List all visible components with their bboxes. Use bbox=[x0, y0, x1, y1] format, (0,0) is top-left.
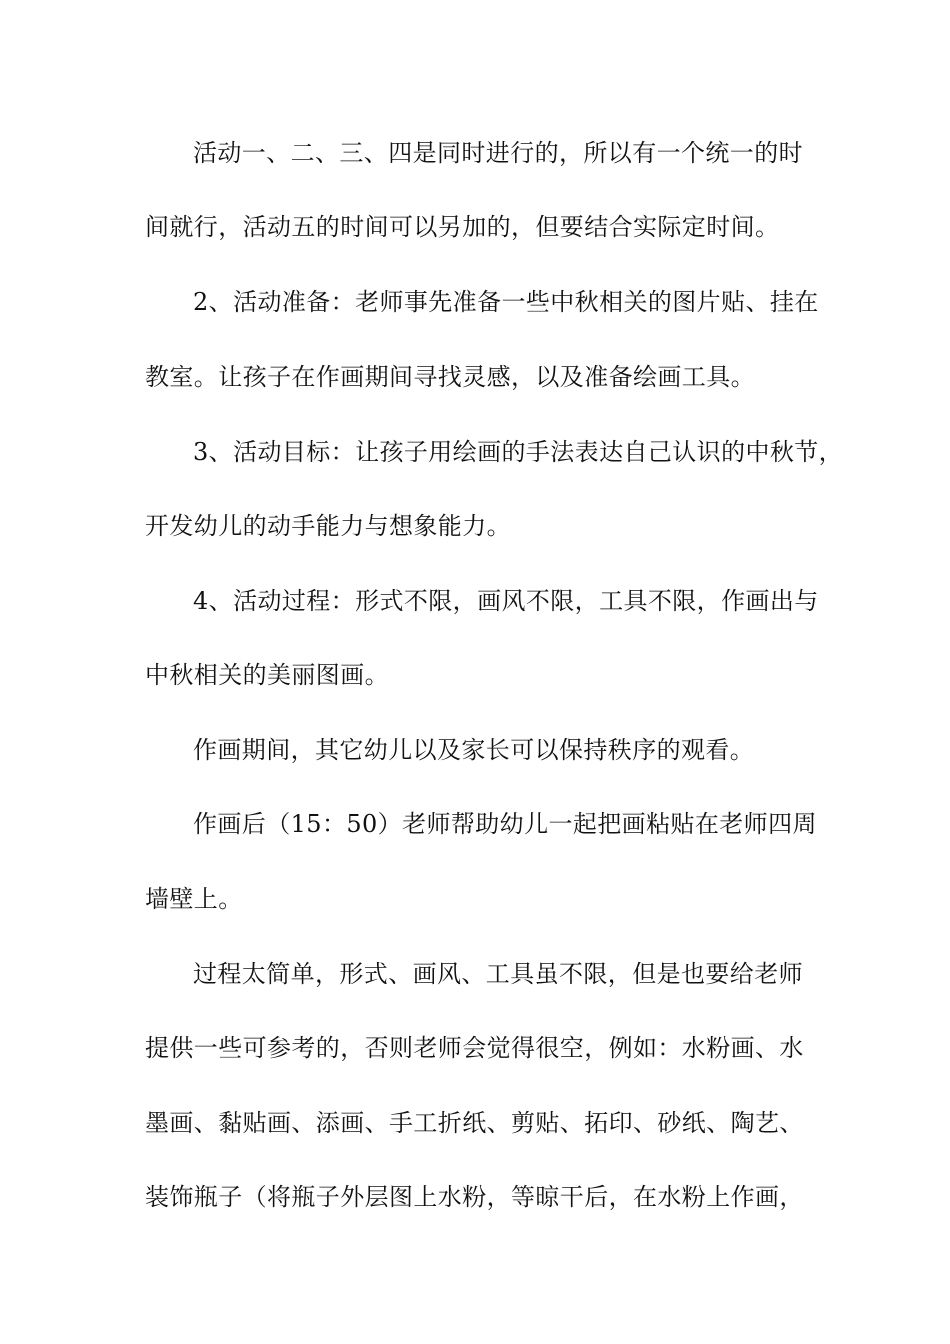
paragraph-line: 装饰瓶子（将瓶子外层图上水粉，等晾干后，在水粉上作画， bbox=[145, 1183, 804, 1211]
paragraph-line: 教室。让孩子在作画期间寻找灵感，以及准备绘画工具。 bbox=[145, 363, 755, 391]
paragraph-line: 3、活动目标：让孩子用绘画的手法表达自己认识的中秋节， bbox=[193, 438, 844, 466]
paragraph-line: 墙壁上。 bbox=[145, 885, 243, 913]
paragraph-line: 提供一些可参考的，否则老师会觉得很空，例如：水粉画、水 bbox=[145, 1034, 804, 1062]
paragraph-line: 开发幼儿的动手能力与想象能力。 bbox=[145, 512, 511, 540]
paragraph-line: 间就行，活动五的时间可以另加的，但要结合实际定时间。 bbox=[145, 213, 780, 241]
paragraph-line: 作画后（15：50）老师帮助幼儿一起把画粘贴在老师四周 bbox=[193, 810, 817, 838]
paragraph-line: 4、活动过程：形式不限，画风不限，工具不限，作画出与 bbox=[193, 587, 819, 615]
paragraph-line: 中秋相关的美丽图画。 bbox=[145, 661, 389, 689]
paragraph-line: 活动一、二、三、四是同时进行的，所以有一个统一的时 bbox=[193, 139, 803, 167]
paragraph-line: 墨画、黏贴画、添画、手工折纸、剪贴、拓印、砂纸、陶艺、 bbox=[145, 1109, 804, 1137]
paragraph-line: 2、活动准备：老师事先准备一些中秋相关的图片贴、挂在 bbox=[193, 288, 819, 316]
paragraph-line: 作画期间，其它幼儿以及家长可以保持秩序的观看。 bbox=[193, 736, 755, 764]
paragraph-line: 过程太简单，形式、画风、工具虽不限，但是也要给老师 bbox=[193, 960, 803, 988]
